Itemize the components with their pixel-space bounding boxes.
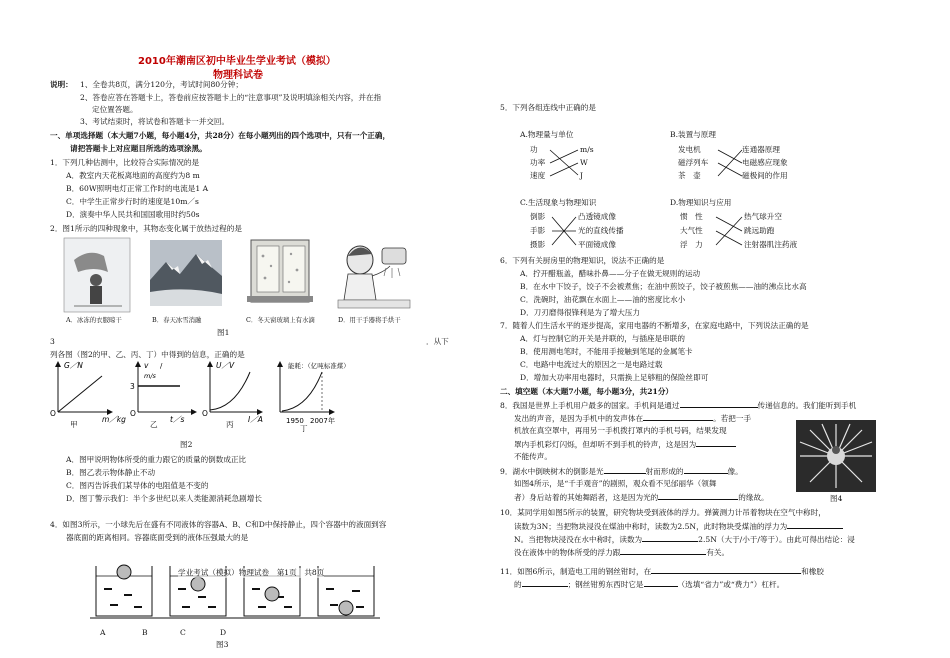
q5-c-left-1: 倒影 [530,212,546,221]
graph-bing-origin: O [202,409,208,418]
q5-b-lines [716,145,744,181]
q5-a-right-1: m/s [580,145,594,154]
q5-c-left-2: 手影 [530,226,546,235]
q5-a-left-3: 速度 [530,171,546,180]
q9-blank-2[interactable] [684,466,728,474]
q10-line-3-a: N。当把物块浸没在水中称时，读数为 [514,535,643,544]
q11-blank-2[interactable] [522,579,568,587]
figure1-label: 图1 [217,328,230,337]
q5-b-right-3: 磁极间的作用 [742,171,788,180]
section1-heading-2: 请把答题卡上对应题目所选的选项涂黑。 [70,144,207,153]
q8-line-1-a: 8．我国是世界上手机用户最多的国家。手机间是通过 [500,401,680,410]
q3-stem-tail: ．从下 [426,337,449,346]
q5-d-right-1: 热气球升空 [744,212,782,221]
q3-number: 3 [50,337,55,346]
graph-ding-caption: 丁 [300,424,308,433]
q8-line-2-b: 。若把一手 [713,414,752,423]
q6-option-b: B．在水中下饺子，饺子不会被煮焦；在油中煎饺子，饺子被煎焦——油的沸点比水高 [520,282,807,291]
q6-option-d: D．刀刃磨得很锋利是为了增大压力 [520,308,640,317]
figure1-window-droplets-image [245,236,317,308]
q9-line-3 [514,492,769,503]
graph-jia [50,361,126,424]
section2-heading: 二、填空题（本大题7小题，每小题3分，共21分） [500,387,674,396]
figure3-label-b: B [142,628,148,637]
instruction-1: 1、全卷共8页，满分120分，考试时间80分钟； [80,80,243,89]
q8-blank-3[interactable] [696,439,736,447]
q5-a-left-1: 功 [530,145,538,154]
q3-option-c: C．图丙告诉我们某导体的电阻值是不变的 [66,481,209,490]
graph-yi [130,361,196,424]
q5-a-lines [548,145,580,181]
q8-line-1 [500,400,856,411]
graph-yi-slash: / [160,362,163,370]
q3-option-a: A．图甲说明物体所受的重力跟它的质量的倒数成正比 [66,455,247,464]
q5-c-left-3: 摄影 [530,240,546,249]
q1-option-b: B．60W照明电灯正常工作时的电流是1 A [66,184,209,193]
q5-stem: 5．下列各组连线中正确的是 [500,103,596,112]
q8-line-1-b: 传递信息的。我们能听到手机 [757,401,857,410]
q9-line-1-a: 9．湖水中倒映树木的倒影是光 [500,467,604,476]
q11-line-2-b: ；钢丝钳剪东西时它是 [567,580,644,589]
q11-line-1 [500,566,824,577]
q5-a-left-2: 功率 [530,158,546,167]
q8-line-2-a: 发出的声音，是因为手机中的发声体在 [514,414,644,423]
q7-stem: 7．随着人们生活水平的逐步提高，家用电器的不断增多，在家庭电路中，下列说法正确的是 [500,321,809,330]
q6-stem: 6．下列有关厨房里的物理知识，说法不正确的是 [500,256,665,265]
figure4-label: 图4 [830,494,843,503]
q1-stem: 1．下列几种估测中，比较符合实际情况的是 [50,158,200,167]
q5-a-right-2: W [580,158,588,167]
graph-jia-caption: 甲 [70,420,78,429]
graph-yi-x-label: t／s [170,415,185,424]
q7-option-b: B．使用测电笔时，不能用手接触到笔尾的金属笔卡 [520,347,693,356]
q8-blank-2[interactable] [643,413,713,421]
graph-bing-x-label: I／A [248,415,263,424]
q5-group-a-title: A.物理量与单位 [520,130,574,139]
q9-line-1 [500,466,743,477]
figure4-thousand-hand-guanyin-image [796,420,876,492]
q7-option-d: D．增加大功率用电器时，只需换上足够粗的保险丝即可 [520,373,709,382]
q10-line-3-b: 2.5N（大于/小于/等于）。由此可得出结论：浸 [698,535,855,544]
q9-line-3-a: 者）身后站着的其她舞蹈者，这是因为光的 [514,493,659,502]
graph-jia-x-label: m／kg [102,415,126,424]
page-subtitle: 物理科试卷 [213,70,263,81]
q5-c-right-3: 平面镜成像 [578,240,616,249]
q1-option-a: A．教室内天花板离地面的高度约为8 m [66,171,200,180]
q8-line-5: 不能传声。 [514,452,552,461]
q9-line-1-c: 像。 [727,467,743,476]
q11-line-1-b: 和橡胶 [801,567,824,576]
graph-ding-x-1950: 1950 [286,417,304,425]
q5-c-right-2: 光的直线传播 [578,226,624,235]
q10-blank-3[interactable] [620,547,706,555]
figure3-label-d: D [220,628,227,637]
q1-option-d: D．演奏中华人民共和国国歌用时约50s [66,210,200,219]
q9-blank-1[interactable] [604,466,646,474]
q5-d-left-3: 浮 力 [680,240,703,249]
q3-option-b: B．图乙表示物体静止不动 [66,468,156,477]
figure1-hand-dryer-image [336,236,412,310]
q10-line-4 [514,547,729,558]
q5-d-lines [714,212,744,250]
q8-line-2 [514,413,751,424]
q7-option-c: C．电路中电流过大的原因之一是电路过载 [520,360,663,369]
graph-yi-unit: m/s [144,372,156,380]
figure2-graphs [50,360,470,432]
figure3-label-c: C [180,628,186,637]
q5-b-right-2: 电磁感应现象 [742,158,788,167]
q8-line-4 [514,439,736,450]
graph-bing [202,361,263,424]
q1-option-c: C．中学生正常步行时的速度是10m／s [66,197,199,206]
q11-blank-1[interactable] [651,566,801,574]
graph-bing-caption: 丙 [226,420,234,429]
graph-yi-y-label: v [144,361,149,370]
q5-c-lines [550,212,578,250]
q5-c-right-1: 凸透镜成像 [578,212,616,221]
q8-line-3: 机放在真空罩中，再用另一手机拨打罩内的手机号码，结果发现 [514,426,727,435]
q9-line-1-b: 射而形成的 [645,467,684,476]
q5-b-right-1: 连通器原理 [742,145,780,154]
instruction-2: 2、答卷应答在答题卡上，答卷前应按答题卡上的“注意事项”及说明填涂相关内容，并在指 [80,93,382,102]
q10-line-4-a: 没在液体中的物体所受的浮力跟 [514,548,621,557]
q5-a-right-3: J [580,171,584,180]
q3-option-d: D．图丁警示我们：半个多世纪以来人类能源消耗急剧增长 [66,494,262,503]
instruction-3: 3、考试结束时，将试卷和答题卡一并交回。 [80,117,230,126]
graph-yi-tick: 3 [130,382,135,391]
graph-ding-x-year: 年 [328,417,335,425]
section1-heading: 一、单项选择题（本大题7小题，每小题4分，共28分）在每小题列出的四个选项中，只有一个正确， [50,131,391,140]
q9-line-3-b: 的缘故。 [738,493,769,502]
q5-b-left-2: 磁浮列车 [678,158,709,167]
graph-ding-x-2007: 2007 [310,417,328,425]
figure1-melting-snow-image [150,240,222,306]
q5-group-d-title: D.物理知识与应用 [670,198,732,207]
graph-ding [280,361,350,425]
q10-blank-2[interactable] [642,534,698,542]
q10-line-1: 10．某同学用如图5所示的装置，研究物块受到液体的浮力。弹簧测力计吊着物块在空气中称时， [500,508,826,517]
q5-group-b-title: B.装置与原理 [670,130,716,139]
q10-line-2-a: 读数为3N；当把物块浸没在煤油中称时，读数为2.5N，此时物块受煤油的浮力为 [514,522,788,531]
q10-line-2 [514,521,843,532]
graph-jia-y-label: G／N [64,361,83,370]
q5-b-left-3: 茶 壶 [678,171,701,180]
q8-line-4-a: 罩内手机彩灯闪烁，但却听不到手机的铃声，这是因为 [514,440,697,449]
q10-blank-1[interactable] [787,521,843,529]
q10-line-4-b: 有关。 [706,548,730,557]
figure1-caption-c: C．冬天窗玻璃上有水滴 [246,316,315,324]
q5-group-c-title: C.生活现象与物理知识 [520,198,597,207]
q6-option-c: C．洗碗时，油花飘在水面上——油的密度比水小 [520,295,686,304]
q6-option-a: A．拧开醋瓶盖，醋味扑鼻——分子在做无规则的运动 [520,269,701,278]
graph-jia-origin: O [50,409,56,418]
graph-yi-caption: 乙 [150,420,158,429]
page-title: 2010年潮南区初中毕业生学业考试（模拟） [138,56,336,67]
q11-line-2 [514,579,784,590]
q3-stem: 列各图（图2的甲、乙、丙、丁）中得到的信息，正确的是 [50,350,245,359]
q5-b-left-1: 发电机 [678,145,701,154]
figure2-label: 图2 [180,440,193,449]
q5-d-left-2: 大气性 [680,226,703,235]
figure3-label-a: A [100,628,106,637]
q5-d-right-2: 跳远助跑 [744,226,775,235]
q9-blank-3[interactable] [658,492,738,500]
q5-d-left-1: 惯 性 [680,212,703,221]
q11-line-2-c: （选填“省力”或“费力”）杠杆。 [677,580,785,589]
q11-blank-3[interactable] [644,579,678,587]
q11-line-1-a: 11．如图6所示，制造电工用的钢丝钳时，在 [500,567,652,576]
q4-stem-2: 器底面的距离相同。容器底面受到的液体压强最大的是 [66,533,249,542]
figure1-frozen-clothes-image [64,238,130,312]
q7-option-a: A．灯与控制它的开关是并联的，与插座是串联的 [520,334,685,343]
q4-stem: 4．如图3所示，一小球先后在盛有不同液体的容器A、B、C和D中保持静止，四个容器中的液面到容 [50,520,387,529]
figure3-label: 图3 [216,640,229,649]
q11-line-2-a: 的 [514,580,522,589]
figure1-caption-d: D．用干手器将手烘干 [338,316,401,324]
graph-bing-y-label: U／V [216,361,235,370]
instruction-2b: 定位置答题。 [92,105,138,114]
q8-blank-1[interactable] [680,400,758,408]
figure1-caption-a: A．冰冻的衣服晾干 [66,316,122,324]
figure1-caption-b: B．春天冰雪消融 [152,316,202,324]
page-footer: 学业考试（模拟）物理试卷 第1页 共8页 [178,568,325,577]
graph-ding-y-label: 能耗：（亿吨标准煤） [288,362,350,370]
q2-stem: 2．图1所示的四种现象中，其物态变化属于放热过程的是 [50,224,242,233]
instructions-label: 说明： [50,80,73,89]
graph-yi-origin: O [130,409,136,418]
q10-line-3 [514,534,855,545]
q5-d-right-3: 注射器肌注药液 [744,240,798,249]
q9-line-2: 如图4所示，是“千手观音”的剧照，观众看不见邰丽华（领舞 [514,479,717,488]
